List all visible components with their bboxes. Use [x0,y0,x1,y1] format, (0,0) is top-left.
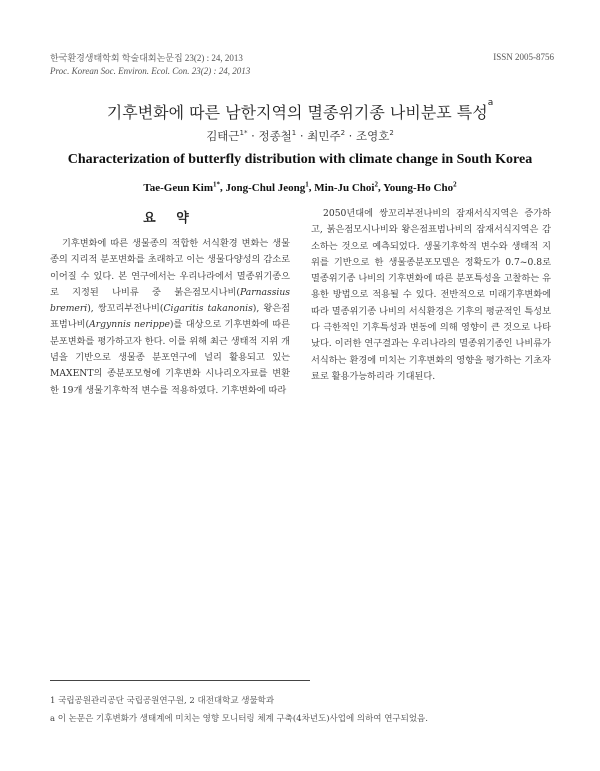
author-ko-2: 정종철$^1$ [258,129,297,143]
author-en-1: Tae-Geun Kim$^{1*}$ [143,180,220,194]
author-list-korean [0,128,600,144]
paper-title-korean [0,100,600,123]
species-name: Cigaritis takanonis [163,303,253,315]
title-footnote-mark: a [487,98,494,108]
journal-citation-ko: 한국환경생태학회 학술대회논문집 23(2) : 24, 2013 [50,53,243,63]
funding-footnote: a 이 논문은 기후변화가 생태계에 미치는 영향 모니터링 체계 구축(4차년도)사업에 의하여 연구되었음. [50,714,428,724]
species-name: Argynnis nerippe [89,319,170,331]
journal-citation-en: Proc. Korean Soc. Environ. Ecol. Con. 23(2) : 24, 2013 [50,66,251,76]
author-list-english: Tae-Geun Kim$^{1*}$, Jong-Chul Jeong$^1$, Min-Ju Choi$^2$, Young-Ho Cho$^2$ [143,180,457,194]
author-separator: · [247,129,259,143]
author-en-3: Min-Ju Choi$^2$ [314,180,378,194]
author-separator: · [296,129,308,143]
author-ko-1: 김태근$^{1*}$ [206,129,248,143]
author-ko-4: 조영호$^2$ [356,129,394,143]
footnote-divider [50,680,310,681]
footnotes [50,692,428,728]
author-ko-3: 최민주$^2$ [307,129,346,143]
title-ko-text: 기후변화에 따른 남한지역의 멸종위기종 나비분포 특성 [106,103,488,122]
author-en-4: Young-Ho Cho$^2$ [383,180,457,194]
journal-header [50,52,250,78]
paper-title-english: Characterization of butterfly distribution with climate change in South Korea [67,152,533,167]
species-name: Parnassius bremeri [50,286,290,315]
author-en-2: Jong-Chul Jeong$^1$ [225,180,309,194]
author-separator: · [345,129,356,143]
abstract-heading: 요 약 [143,211,197,226]
abstract-right-column: 2050년대에 쌍꼬리부전나비의 잠재서식지역은 증가하고, 붉은점모시나비와 왕은점표범나비의 잠재서식지역은 감소하는 것으로 예측되었다. 생물기후학적 변수와 생태적 지위를 기반으로 한 생물종분포모델은 정확도가 0.7~0.8로 멸종위기종 나비의 기후변화에 따른 분포특성을 고찰하는 유용한 방법으로 적용될 수 있다. 전반적으로 미래기후변화에 따라 멸종위기종 나비의 서식환경은 기후의 평균적인 특성보다 극한적인 기후특성과 변동에 의해 영향이 큰 것으로 나타났다. 이러한 연구결과는 우리나라의 멸종위기종인 나비류가 서식하는 환경에 미치는 기후변화의 영향을 평가하는 기초자료로 활용가능하리라 기대된다. [311,208,551,382]
issn-label: ISSN 2005-8756 [493,52,554,62]
abstract-left-column: 기후변화에 따른 생물종의 적합한 서식환경 변화는 생물종의 지리적 분포변화를 초래하고 이는 생물다양성의 감소로 이어질 수 있다. 본 연구에서는 우리나라에서 멸종위기종으로 지정된 나비류 중 붉은점모시나비(Parnassius bremeri), 쌍꼬리부전나비(Cigaritis takanonis), 왕은점표범나비(Argynnis nerippe)를 대상으로 기후변화에 따른 분포변화를 평가하고자 한다. 이를 위해 최근 생태적 지위 개념을 기반으로 생물종 분포연구에 널리 활용되고 있는 MAXENT의 종분포모형에 기후변화 시나리오자료를 변환한 19개 생물기후학적 변수를 적용하였다. 기후변화에 따라 [50,238,290,396]
affiliation-footnote: 1 국립공원관리공단 국립공원연구원, 2 대전대학교 생물학과 [50,696,275,706]
